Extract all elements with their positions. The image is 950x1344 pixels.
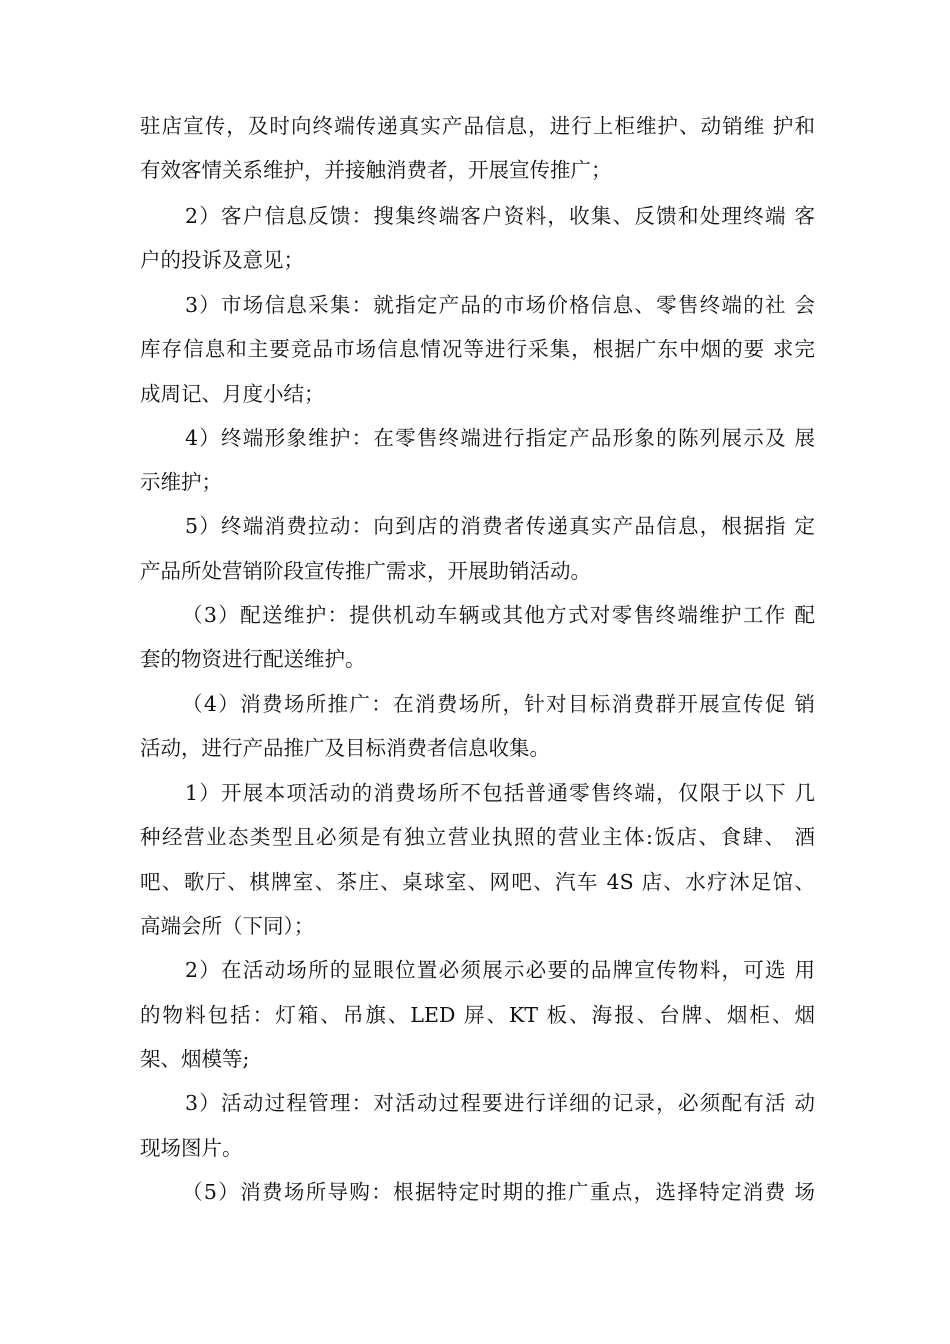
- text-line: （5）消费场所导购：根据特定时期的推广重点，选择特定消费 场: [182, 1180, 815, 1204]
- text-line: 成周记、月度小结；: [140, 382, 325, 406]
- text-line: 2）客户信息反馈：搜集终端客户资料，收集、反馈和处理终端 客: [185, 204, 815, 228]
- text-line: 活动，进行产品推广及目标消费者信息收集。: [140, 736, 550, 760]
- text-line: （4）消费场所推广：在消费场所，针对目标消费群开展宣传促 销: [182, 692, 815, 716]
- text-line: 3）活动过程管理：对活动过程要进行详细的记录，必须配有活 动: [185, 1091, 815, 1115]
- text-line: 产品所处营销阶段宣传推广需求，开展助销活动。: [140, 559, 591, 583]
- text-line: 种经营业态类型且必须是有独立营业执照的营业主体:饭店、食肆、 酒: [140, 825, 815, 849]
- text-line: 户的投诉及意见；: [140, 248, 304, 272]
- text-line: 有效客情关系维护，并接触消费者，开展宣传推广；: [140, 158, 612, 182]
- text-line: 现场图片。: [140, 1136, 243, 1160]
- text-line: 示维护；: [140, 470, 222, 494]
- text-line: 2）在活动场所的显眼位置必须展示必要的品牌宣传物料，可选 用: [185, 958, 815, 982]
- text-line: 4）终端形象维护：在零售终端进行指定产品形象的陈列展示及 展: [185, 426, 815, 450]
- text-line: 吧、歌厅、棋牌室、茶庄、桌球室、网吧、汽车 4S 店、水疗沐足馆、: [140, 870, 815, 894]
- text-line: （3）配送维护：提供机动车辆或其他方式对零售终端维护工作 配: [182, 603, 815, 627]
- text-line: 1）开展本项活动的消费场所不包括普通零售终端，仅限于以下 几: [185, 781, 815, 805]
- text-line: 库存信息和主要竞品市场信息情况等进行采集，根据广东中烟的要 求完: [140, 337, 815, 361]
- text-line: 高端会所（下同）；: [140, 914, 315, 938]
- text-line: 套的物资进行配送维护。: [140, 647, 366, 671]
- text-line: 5）终端消费拉动：向到店的消费者传递真实产品信息，根据指 定: [185, 514, 815, 538]
- text-line: 的物料包括：灯箱、吊旗、LED 屏、KT 板、海报、台牌、烟柜、烟: [140, 1003, 815, 1027]
- text-line: 驻店宣传，及时向终端传递真实产品信息，进行上柜维护、动销维 护和: [140, 114, 815, 138]
- text-line: 架、烟模等;: [140, 1047, 250, 1071]
- text-line: 3）市场信息采集：就指定产品的市场价格信息、零售终端的社 会: [185, 293, 815, 317]
